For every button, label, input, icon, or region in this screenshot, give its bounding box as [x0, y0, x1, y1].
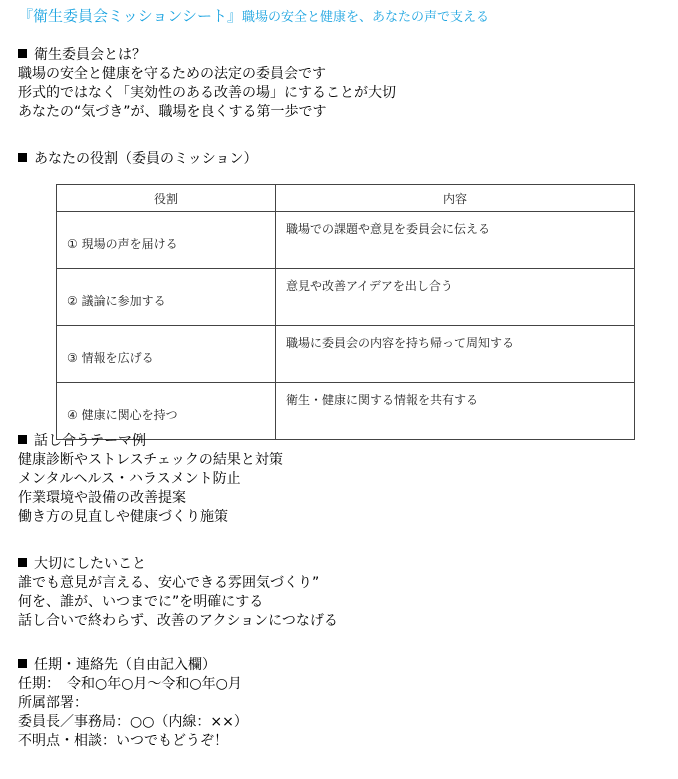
title-main: 『衛生委員会ミッションシート』 [18, 7, 243, 25]
section-heading [18, 555, 338, 574]
text-line: 何を、誰が、いつまでに”を明確にする [18, 594, 264, 610]
table-row [57, 269, 635, 326]
section-heading [18, 46, 396, 65]
text-line: 健康診断やストレスチェックの結果と対策 [18, 452, 283, 468]
role-cell: ④ 健康に関心を持つ [57, 383, 276, 440]
content-cell: 職場での課題や意見を委員会に伝える [276, 212, 635, 269]
title-subtitle: 職場の安全と健康を、あなたの声で支える [242, 10, 490, 25]
text-line: 誰でも意見が言える、安心できる雰囲気づくり” [18, 575, 320, 591]
heading-text: 任期・連絡先（自由記入欄） [34, 657, 216, 673]
chair-secretariat-field: 委員長／事務局：○○（内線：××） [18, 714, 248, 730]
role-cell: ② 議論に参加する [57, 269, 276, 326]
section-heading [18, 150, 257, 169]
content-cell: 意見や改善アイデアを出し合う [276, 269, 635, 326]
heading-text: 衛生委員会とは？ [34, 47, 146, 63]
square-bullet-icon [18, 49, 27, 58]
text-line: メンタルヘルス・ハラスメント防止 [18, 471, 241, 487]
square-bullet-icon [18, 558, 27, 567]
department-field: 所属部署： [18, 695, 88, 711]
role-cell: ③ 情報を広げる [57, 326, 276, 383]
table-row [57, 326, 635, 383]
text-line: 職場の安全と健康を守るための法定の委員会です [18, 66, 326, 82]
column-header-content: 内容 [276, 185, 635, 212]
content-cell: 衛生・健康に関する情報を共有する [276, 383, 635, 440]
text-line: 作業環境や設備の改善提案 [18, 490, 186, 506]
heading-text: 大切にしたいこと [34, 556, 146, 572]
table-header-row [57, 185, 635, 212]
section-contact [18, 656, 248, 751]
text-line: 形式的ではなく「実効性のある改善の場」にすることが大切 [18, 85, 396, 101]
section-about [18, 46, 396, 122]
heading-text: あなたの役割（委員のミッション） [34, 151, 258, 167]
text-line: 働き方の見直しや健康づくり施策 [18, 509, 228, 525]
heading-text: 話し合うテーマ例 [34, 433, 146, 449]
square-bullet-icon [18, 153, 27, 162]
section-themes [18, 432, 283, 527]
section-heading [18, 656, 248, 675]
section-heading [18, 432, 283, 451]
content-cell: 職場に委員会の内容を持ち帰って周知する [276, 326, 635, 383]
roles-table [56, 184, 635, 440]
square-bullet-icon [18, 435, 27, 444]
role-cell: ① 現場の声を届ける [57, 212, 276, 269]
text-line: あなたの“気づき”が、職場を良くする第一歩です [18, 104, 327, 120]
section-roles [18, 150, 257, 169]
table-row [57, 212, 635, 269]
term-field: 任期： 令和○年○月～令和○年○月 [18, 676, 242, 692]
column-header-role: 役割 [57, 185, 276, 212]
square-bullet-icon [18, 659, 27, 668]
section-important [18, 555, 338, 631]
page-title [18, 6, 489, 28]
table-row [57, 383, 635, 440]
text-line: 話し合いで終わらず、改善のアクションにつなげる [18, 613, 338, 629]
consultation-field: 不明点・相談：いつでもどうぞ！ [18, 733, 228, 749]
